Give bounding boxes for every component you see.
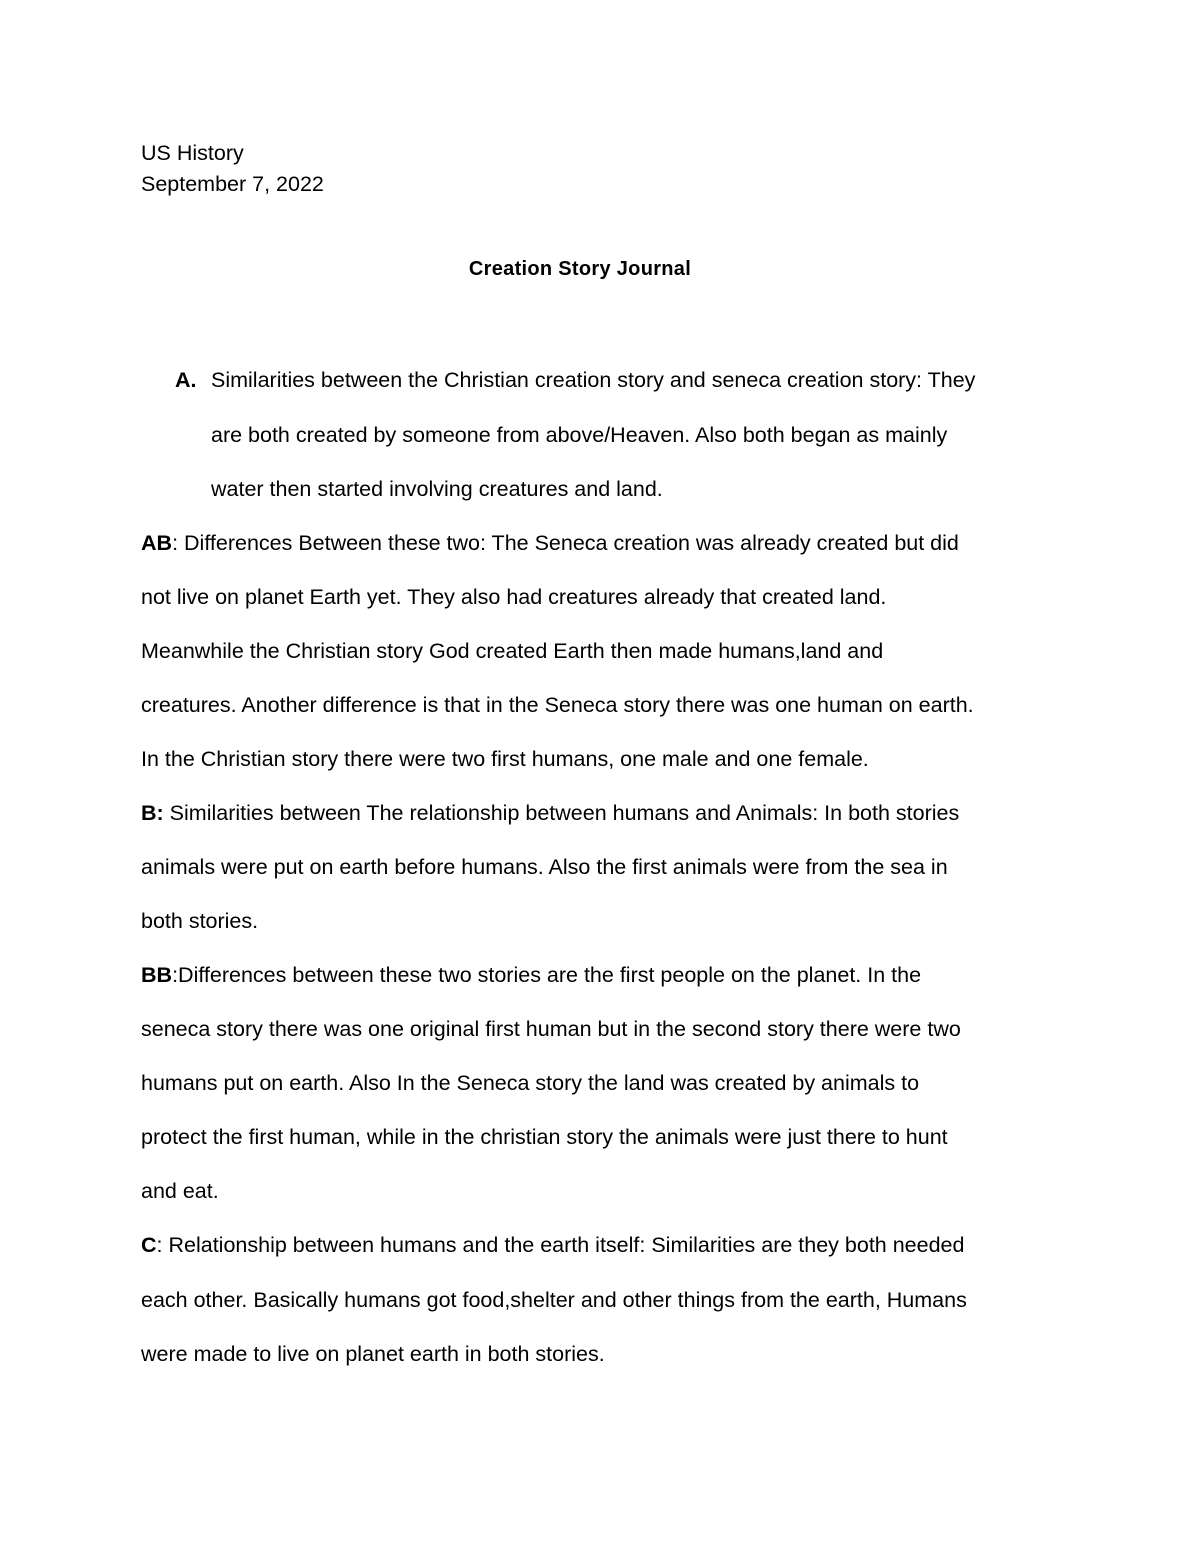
section-c-text: : Relationship between humans and the earth itself: Similarities are they both needed xyxy=(156,1233,965,1257)
section-ab-label: AB xyxy=(141,531,173,555)
section-bb-line: and eat. xyxy=(141,1179,219,1203)
course-name: US History xyxy=(141,141,244,165)
section-ab-line: Meanwhile the Christian story God created Earth then made humans,land and xyxy=(141,639,884,663)
section-a-line: are both created by someone from above/Heaven. Also both began as mainly xyxy=(211,423,948,447)
section-ab-text: : Differences Between these two: The Seneca creation was already created but did xyxy=(172,531,959,555)
document-title: Creation Story Journal xyxy=(468,258,692,280)
section-b-first-line xyxy=(141,803,959,825)
section-c-line: each other. Basically humans got food,shelter and other things from the earth, Humans xyxy=(141,1288,967,1312)
section-b-line: animals were put on earth before humans. Also the first animals were from the sea in xyxy=(141,855,948,879)
section-bb-line: protect the first human, while in the christian story the animals were just there to hunt xyxy=(141,1125,948,1149)
section-b-text: Similarities between The relationship between humans and Animals: In both stories xyxy=(163,801,960,825)
section-c-first-line xyxy=(141,1235,964,1257)
section-c-line: were made to live on planet earth in both stories. xyxy=(141,1342,605,1366)
section-bb-line: humans put on earth. Also In the Seneca story the land was created by animals to xyxy=(141,1071,920,1095)
section-a-line: Similarities between the Christian creation story and seneca creation story: They xyxy=(211,368,976,392)
section-b-line: both stories. xyxy=(141,909,259,933)
section-c-label: C xyxy=(141,1233,157,1257)
section-bb-line: seneca story there was one original first human but in the second story there were two xyxy=(141,1017,961,1041)
section-a-marker: A. xyxy=(175,368,197,392)
section-bb-label: BB xyxy=(141,963,173,987)
section-a-line: water then started involving creatures and land. xyxy=(211,477,663,501)
section-ab-line: creatures. Another difference is that in the Seneca story there was one human on earth. xyxy=(141,693,974,717)
section-bb-text: :Differences between these two stories are the first people on the planet. In the xyxy=(172,963,922,987)
section-ab-line: not live on planet Earth yet. They also had creatures already that created land. xyxy=(141,585,887,609)
document-date: September 7, 2022 xyxy=(141,172,324,196)
section-bb-first-line xyxy=(141,965,921,987)
section-b-label: B: xyxy=(141,801,164,825)
section-ab-line: In the Christian story there were two first humans, one male and one female. xyxy=(141,747,869,771)
section-ab-first-line xyxy=(141,533,959,555)
